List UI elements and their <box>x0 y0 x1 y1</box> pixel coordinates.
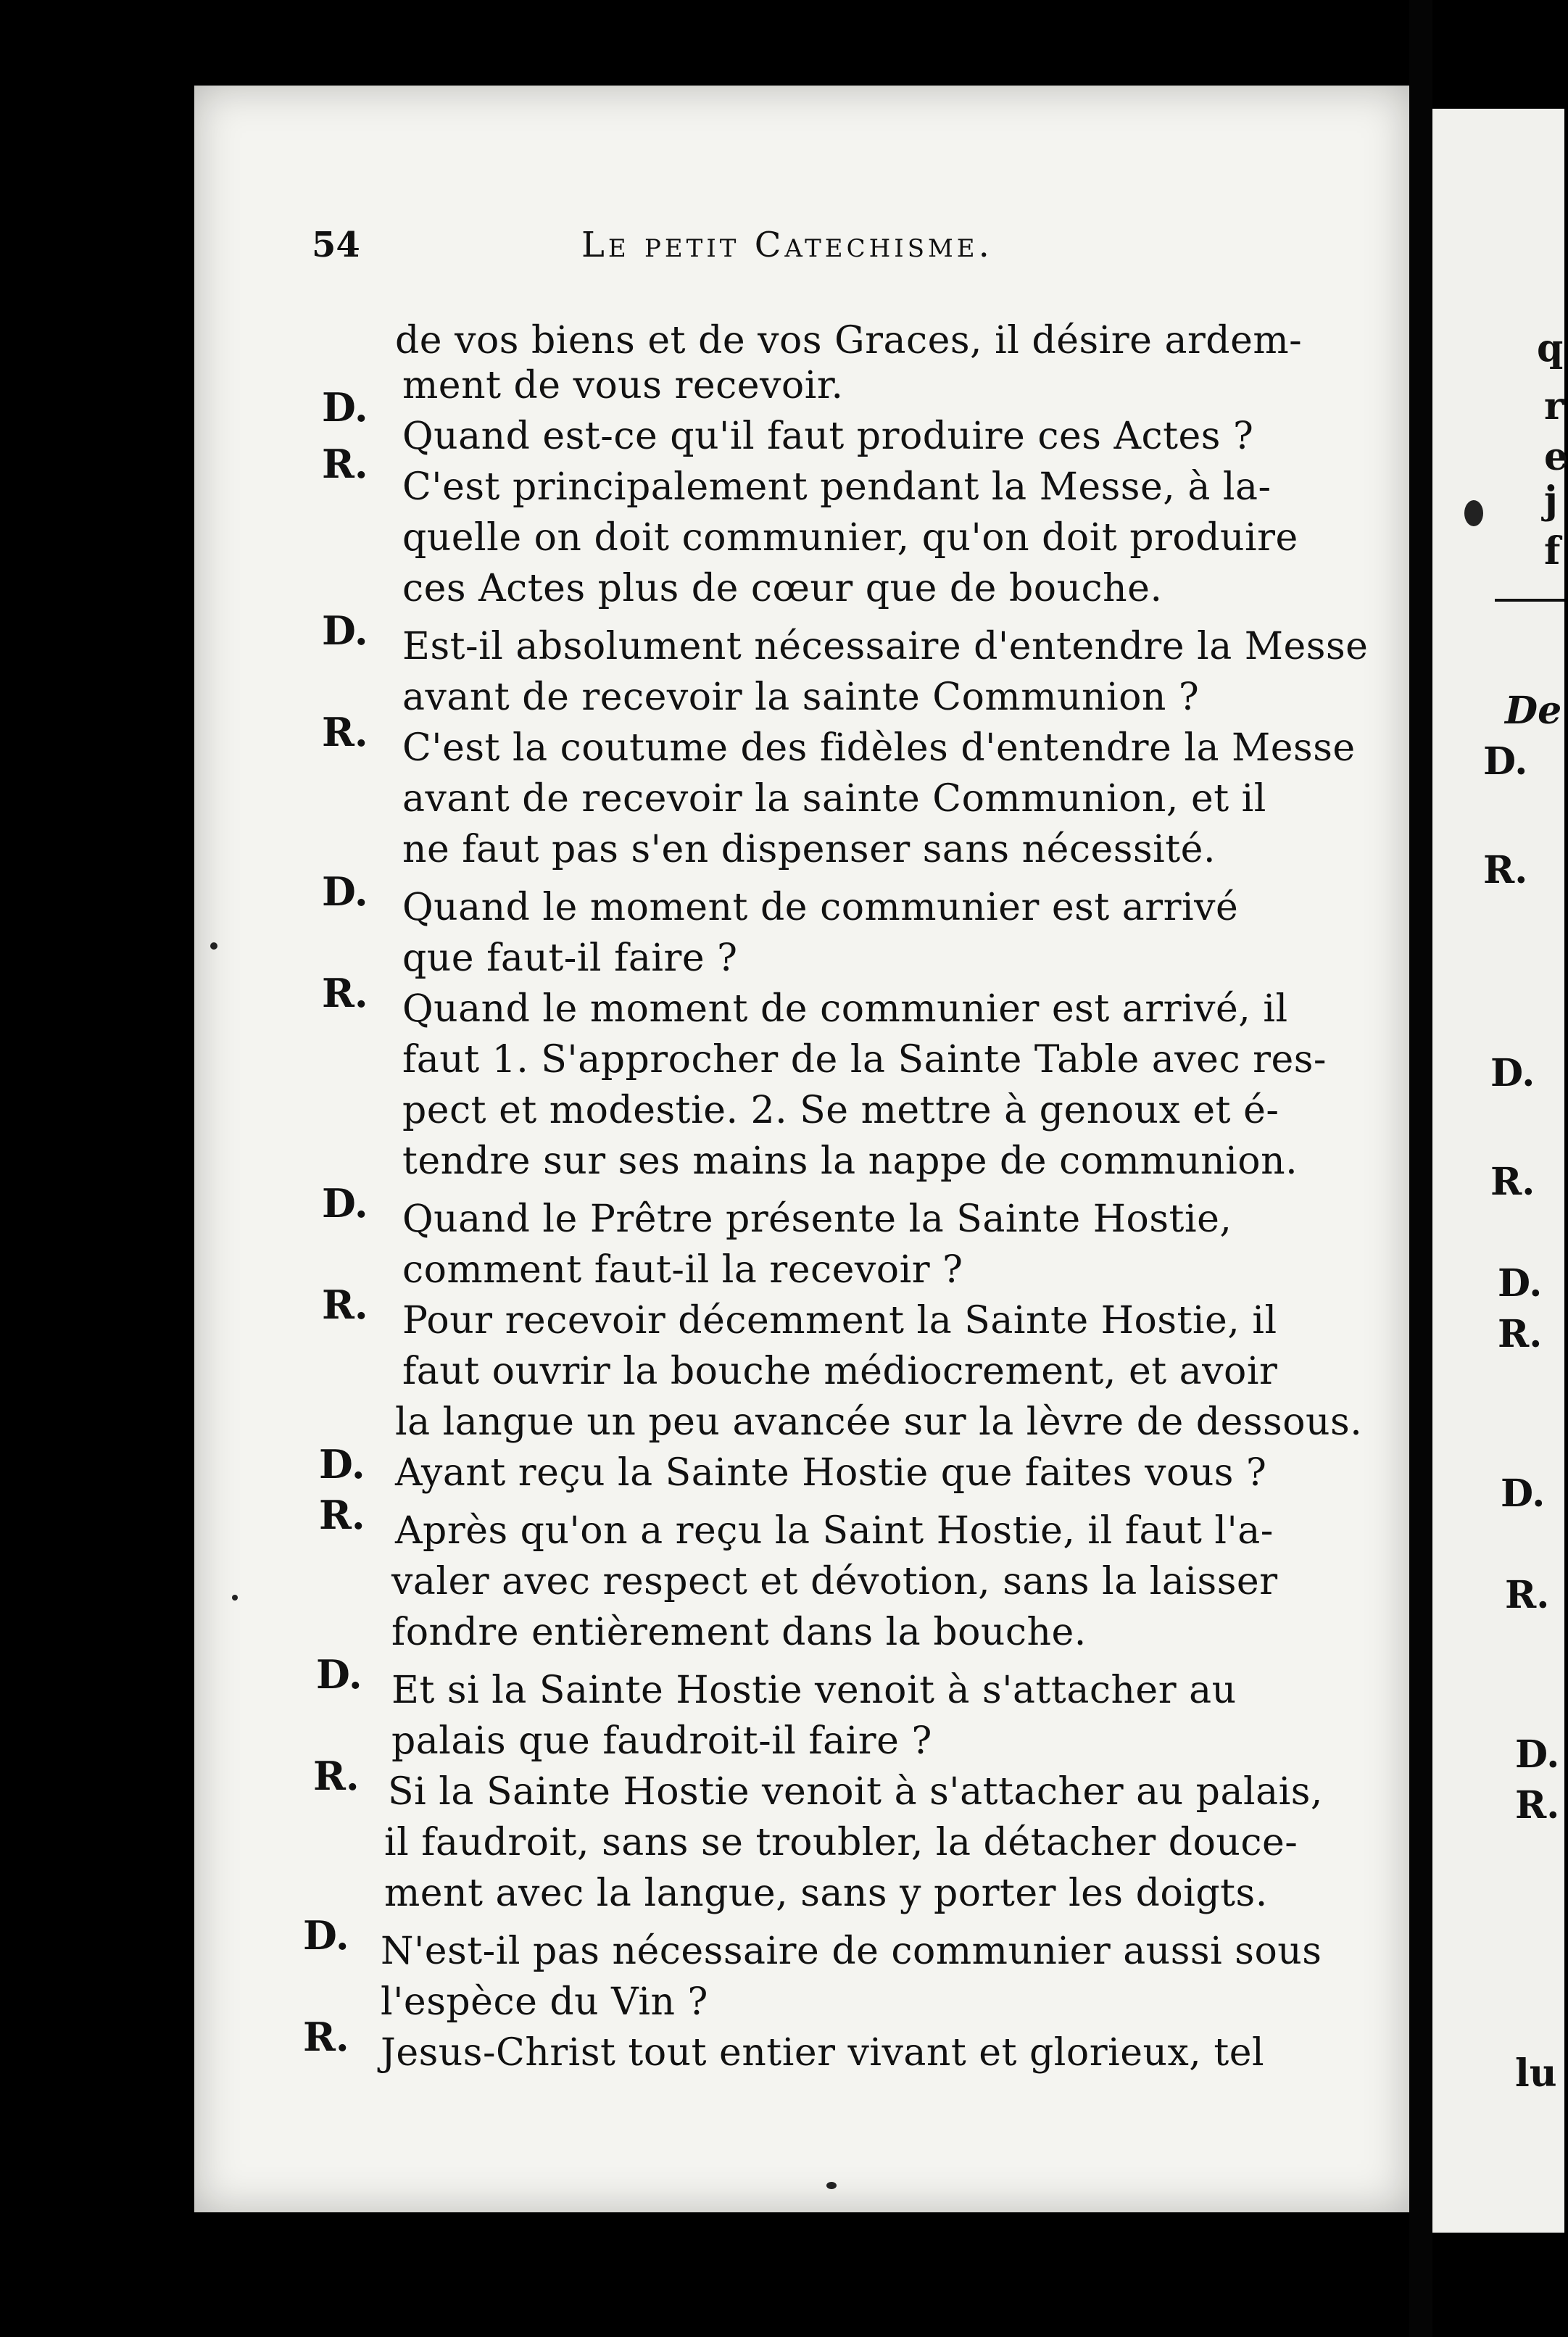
text-line: Est-il absolument nécessaire d'entendre la Messe <box>402 625 1369 668</box>
ink-speck <box>1464 500 1483 526</box>
text-line: l'espèce du Vin ? <box>381 1980 708 2024</box>
answer-marker: R. <box>313 1753 360 1799</box>
text-line: quelle on doit communier, qu'on doit produire <box>402 516 1298 560</box>
right-page-fragment: q <box>1537 326 1564 370</box>
text-line: de vos biens et de vos Graces, il désire ardem- <box>395 319 1303 362</box>
text-line: ment de vous recevoir. <box>402 364 844 407</box>
answer-marker: R. <box>322 1282 368 1328</box>
question-marker: D. <box>319 1441 365 1487</box>
text-line: C'est la coutume des fidèles d'entendre la Messe <box>402 726 1356 770</box>
answer-marker: R. <box>319 1492 365 1538</box>
page-number: 54 <box>312 225 360 265</box>
right-page-fragment: e <box>1544 435 1568 479</box>
right-page-fragment: f <box>1544 529 1561 573</box>
text-line: ment avec la langue, sans y porter les doigts. <box>384 1872 1268 1915</box>
text-line: faut ouvrir la bouche médiocrement, et avoir <box>402 1350 1278 1393</box>
text-line: tendre sur ses mains la nappe de communion. <box>402 1140 1298 1183</box>
text-line: avant de recevoir la sainte Communion, et il <box>402 777 1266 821</box>
right-page-fragment: D. <box>1498 1261 1543 1306</box>
right-page-fragment: D. <box>1483 739 1528 784</box>
question-marker: D. <box>322 607 368 654</box>
text-line: palais que faudroit-il faire ? <box>391 1719 932 1763</box>
text-line: faut 1. S'approcher de la Sainte Table avec res- <box>402 1038 1327 1082</box>
text-line: fondre entièrement dans la bouche. <box>391 1611 1087 1654</box>
text-line: N'est-il pas nécessaire de communier aussi sous <box>381 1930 1322 1973</box>
text-line: que faut-il faire ? <box>402 937 738 980</box>
ink-speck <box>826 2182 837 2189</box>
right-page-fragment: R. <box>1505 1573 1550 1617</box>
answer-marker: R. <box>322 709 368 755</box>
right-page-fragment: D. <box>1501 1471 1546 1516</box>
text-line: Quand le moment de communier est arrivé <box>402 886 1239 929</box>
right-page-fragment: R. <box>1490 1160 1535 1204</box>
right-page-fragment: D. <box>1490 1051 1535 1095</box>
text-line: C'est principalement pendant la Messe, à la- <box>402 465 1272 509</box>
text-line: ne faut pas s'en dispenser sans nécessité. <box>402 828 1216 871</box>
question-marker: D. <box>322 868 368 915</box>
book-gutter <box>1409 0 1432 2337</box>
text-line: comment faut-il la recevoir ? <box>402 1248 963 1292</box>
right-page-rule <box>1495 599 1564 602</box>
text-line: pect et modestie. 2. Se mettre à genoux et é- <box>402 1089 1279 1132</box>
question-marker: D. <box>322 1180 368 1226</box>
right-page-fragment: lu <box>1515 2051 1557 2096</box>
question-marker: D. <box>316 1651 362 1698</box>
right-page-fragment: De <box>1505 689 1562 733</box>
page-header <box>312 217 1327 275</box>
answer-marker: R. <box>303 2014 349 2060</box>
ink-speck <box>232 1595 238 1601</box>
text-line: ces Actes plus de cœur que de bouche. <box>402 567 1163 610</box>
text-line: Si la Sainte Hostie venoit à s'attacher au palais, <box>388 1770 1323 1814</box>
text-line: Pour recevoir décemment la Sainte Hostie, il <box>402 1299 1277 1342</box>
right-page-fragment: R. <box>1515 1783 1560 1827</box>
right-page-fragment: r <box>1544 384 1564 428</box>
right-page-fragment: j <box>1544 478 1558 523</box>
text-line: avant de recevoir la sainte Communion ? <box>402 676 1200 719</box>
text-line: Et si la Sainte Hostie venoit à s'attacher au <box>391 1669 1237 1712</box>
question-marker: D. <box>303 1912 349 1959</box>
answer-marker: R. <box>322 970 368 1016</box>
answer-marker: R. <box>322 441 368 487</box>
right-page-fragment: R. <box>1498 1312 1543 1356</box>
text-line: Quand est-ce qu'il faut produire ces Actes ? <box>402 415 1254 458</box>
text-line: Ayant reçu la Sainte Hostie que faites vous ? <box>395 1451 1267 1495</box>
text-line: Quand le Prêtre présente la Sainte Hostie, <box>402 1197 1232 1241</box>
text-line: Jesus-Christ tout entier vivant et glorieux, tel <box>381 2031 1265 2075</box>
right-page-fragment: D. <box>1515 1732 1560 1777</box>
text-line: Après qu'on a reçu la Saint Hostie, il faut l'a- <box>395 1509 1274 1553</box>
right-page-fragment: R. <box>1483 848 1528 892</box>
text-line: il faudroit, sans se troubler, la détacher douce- <box>384 1821 1298 1864</box>
text-line: valer avec respect et dévotion, sans la laisser <box>391 1560 1278 1603</box>
ink-speck <box>210 942 217 950</box>
running-title: Le petit Catechisme. <box>581 225 993 265</box>
question-marker: D. <box>322 384 368 431</box>
text-line: Quand le moment de communier est arrivé, il <box>402 987 1288 1031</box>
text-line: la langue un peu avancée sur la lèvre de dessous. <box>395 1400 1363 1444</box>
